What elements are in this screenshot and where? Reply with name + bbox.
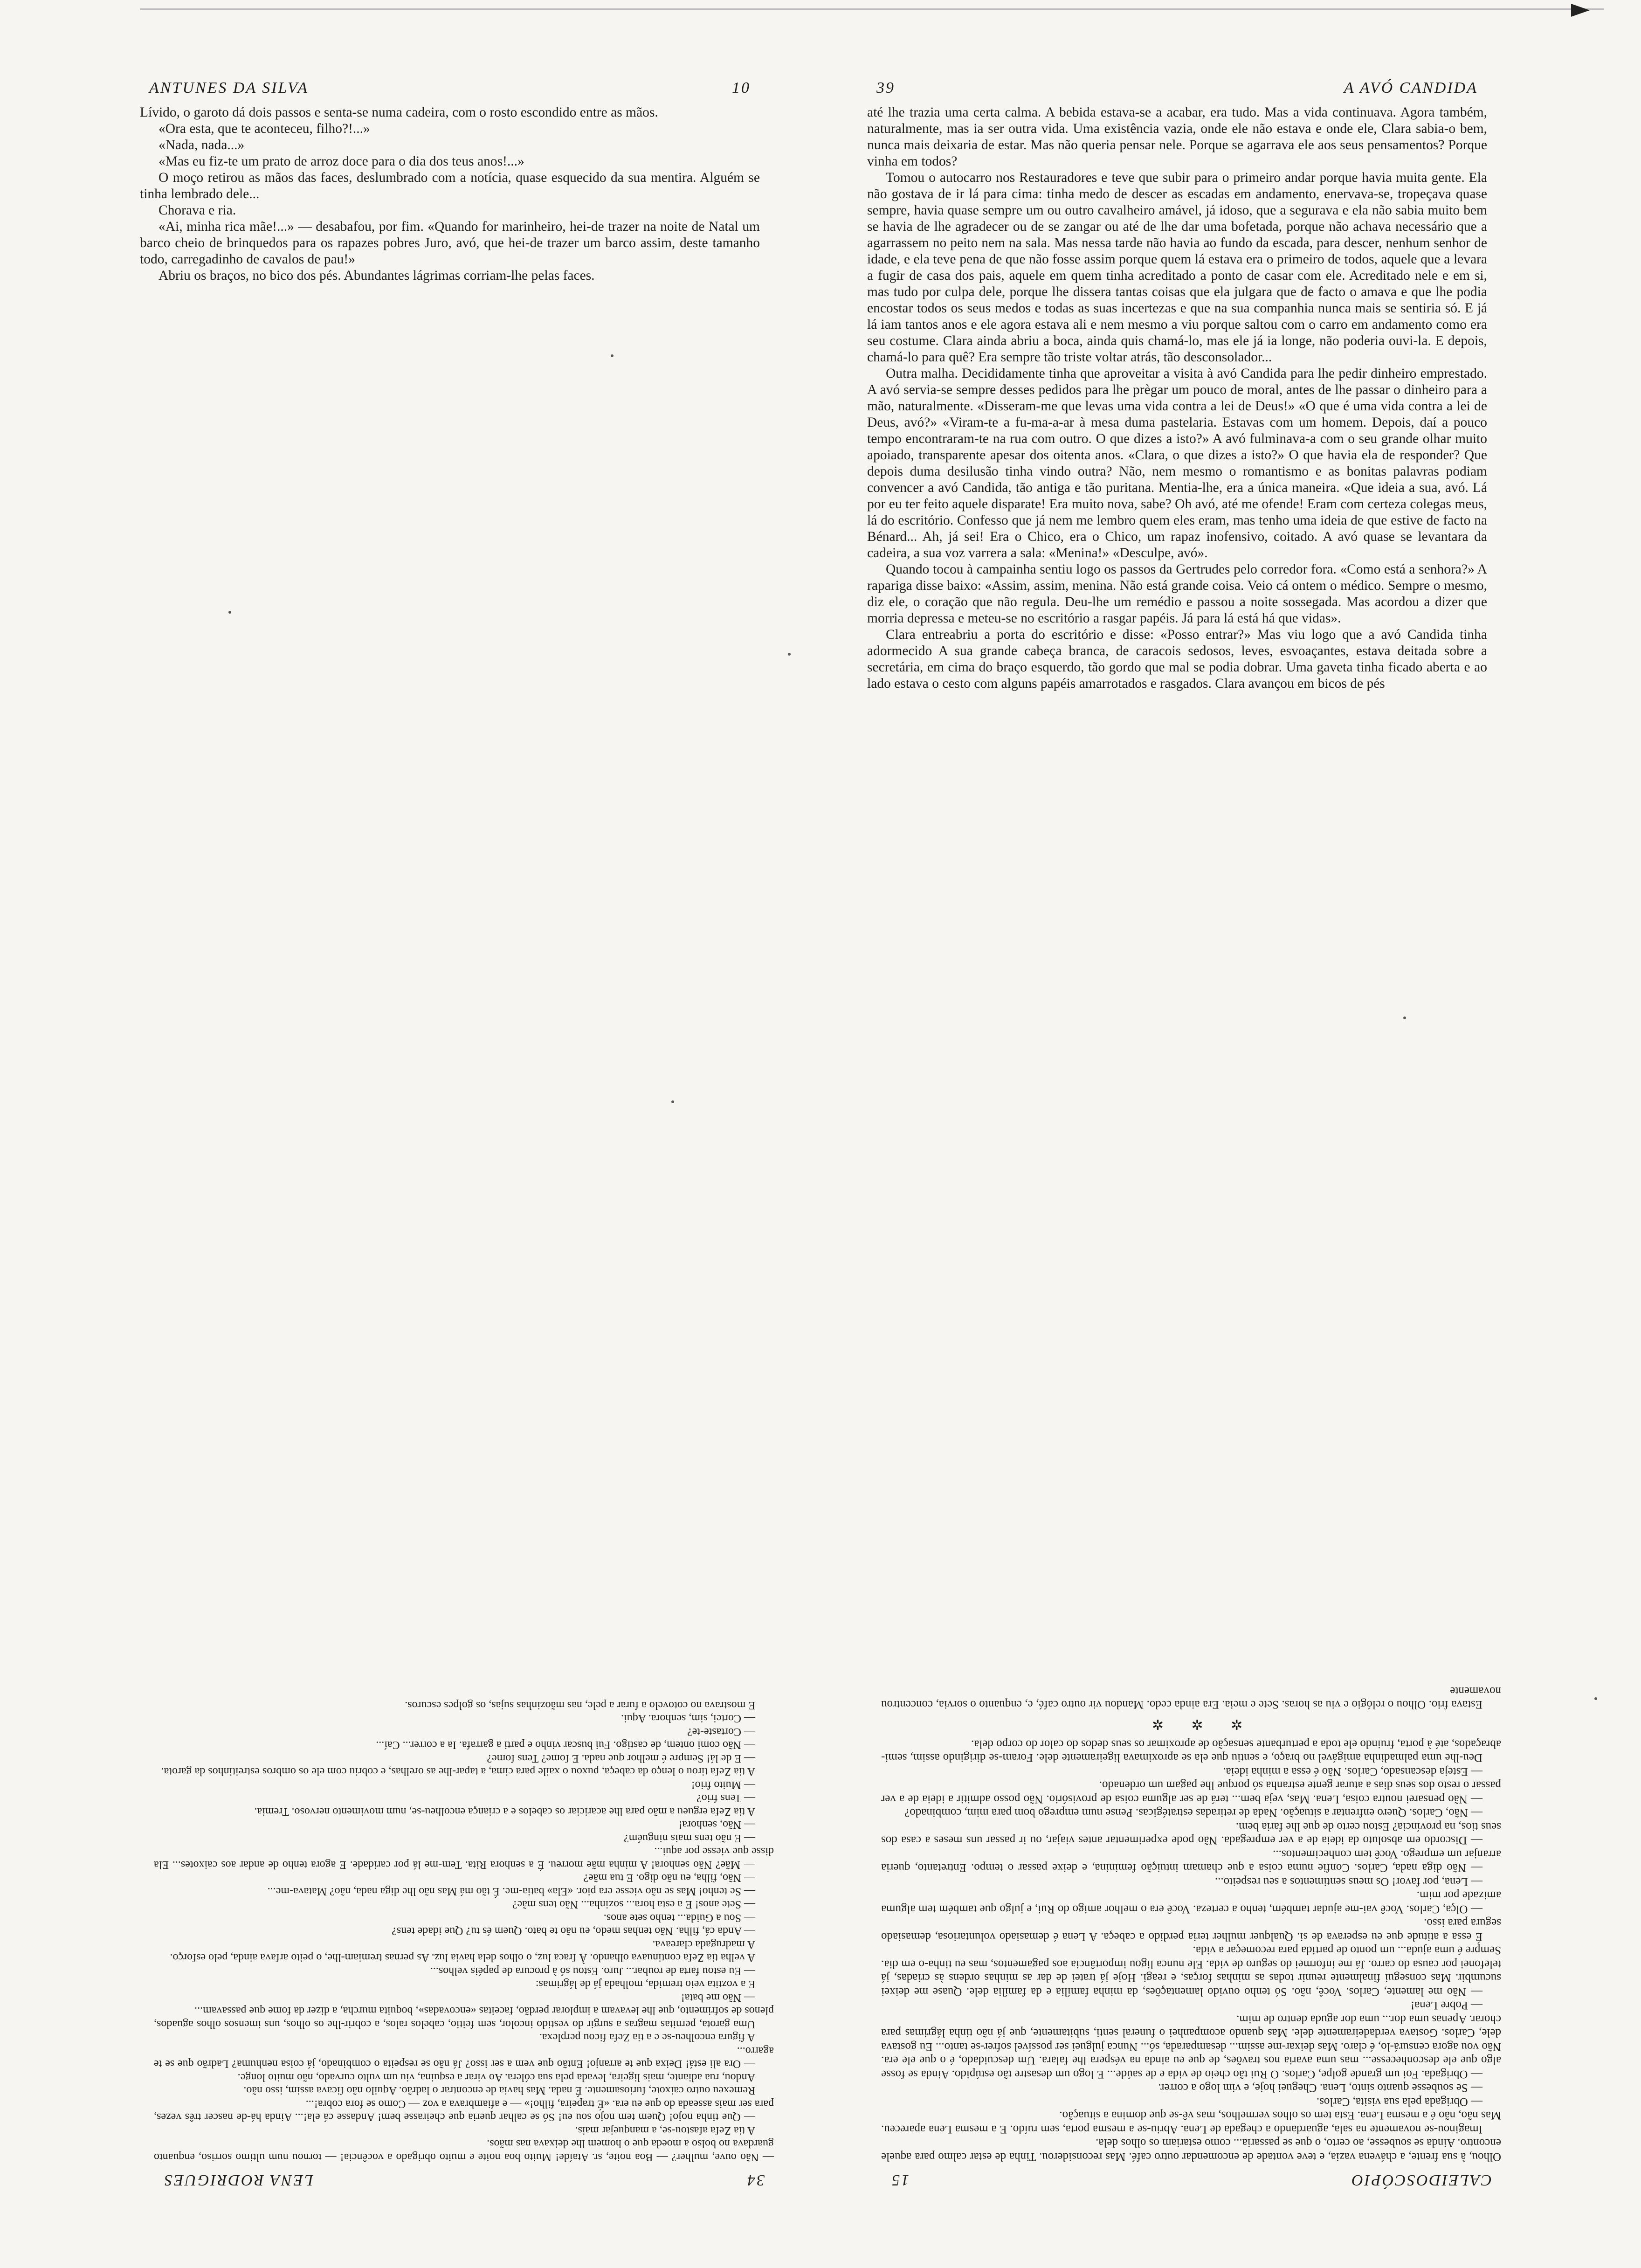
paragraph: Deu-lhe uma palmadinha amigável no braço, e sentiu que ela se aproximava ligeiramente dele. Foram-se dirigindo assim, semi-abraçados, até à porta, fruindo ele toda a perturbante sensação de aproximar os seus dedos do calor do corpo dela. — [881, 1738, 1501, 1764]
paragraph: — Não pensarei noutra coisa, Lena. Mas, veja bem... terá de ser alguma coisa de provisório. Não posso admitir a ideia de a ver passar o resto dos seus dias a aturar gente estranha só porque lhe pagam um ordenado. — [881, 1779, 1501, 1805]
scan-speck — [1594, 1697, 1597, 1700]
scan-speck — [788, 653, 791, 656]
arrow-marker-icon — [1571, 4, 1590, 17]
paragraph: — Não diga nada, Carlos. Confie numa coisa a que chamam intuição feminina, e deixe passar o tempo. Entretanto, queria arranjar um emprego. Você tem conhecimentos... — [881, 1848, 1501, 1874]
paragraph: — Não comi ontem, de castigo. Fui buscar vinho e parti a garrafa. Ia a correr... Caí... — [376, 1739, 755, 1751]
paragraph: — Sou a Guida... tenho sete anos. — [603, 1912, 755, 1924]
paragraph: Outra malha. Decididamente tinha que aproveitar a visita à avó Candida para lhe pedir dinheiro emprestado. A avó servia-se sempre desses pedidos para lhe prègar um pouco de moral, antes de lhe passar o dinheiro para a mão, naturalmente. «Disseram-me que levas uma vida contra a lei de Deus!» «O que é uma vida contra a lei de Deus, avó?» «Viram-te a fu-ma-a-ar à mesa duma pastelaria. Estavas com um homem. Depois, daí a pouco tempo encontraram-te na rua com outro. O que dizes a isto?» A avó fulminava-a com o seu grande olhar muito apoiado, transparente apesar dos oitenta anos. «Clara, o que dizes a isto?» O que havia ela de responder? Que depois duma desilusão tinha vindo outra? Não, nem mesmo o romantismo e as bonitas palavras podiam convencer a avó Candida, tão antiga e tão puritana. Mentia-lhe, era a única maneira. «Que ideia a sua, avó. Lá por eu ter feito aquele disparate! Era muito nova, sabe? Oh avó, até me ofende! Eram com certeza colegas meus, lá do escritório. Confesso que já nem me lembro quem eles eram, mas tenho uma ideia de que estive de facto na Bénard... Ah, já sei! Era o Chico, era o Chico, um rapaz inofensivo, coitado. A avó quase se levantara da cadeira, a sua voz varrera a sala: «Menina!» «Desculpe, avó». — [867, 366, 1487, 560]
page-author: ANTUNES DA SILVA — [149, 79, 309, 97]
scan-speck — [1403, 1016, 1406, 1019]
paragraph: — E não tens mais ninguém? — [624, 1832, 755, 1844]
paragraph: E a voztita veio tremida, molhada já de lágrimas: — [535, 1978, 755, 1991]
scan-speck — [228, 611, 231, 614]
page-body — [140, 104, 760, 284]
paragraph: — Cortei, sim, senhora. Aqui. — [621, 1712, 755, 1725]
paragraph: E mostrava no cotovelo a furar a pele, nas mãozinhas sujas, os golpes escuros. — [405, 1699, 755, 1711]
paragraph: — Lena, por favor! Os meus sentimentos a seu respeito... — [1214, 1875, 1482, 1888]
paragraph: — Tens frio? — [696, 1792, 755, 1805]
paragraph: Remexeu outro caixote, furiosamente. É nada. Mas havia de encontrar o ladrão. Aquilo não ficava assim, isso não. — [243, 2084, 755, 2097]
page-caleidoscopio — [881, 1684, 1501, 2194]
paragraph: — Obrigada. Foi um grande golpe, Carlos. O Rui tão cheio de vida e de saúde... E logo um desastre tão estúpido. Ainda se fosse algo que ele desconhecesse... mas uma avaria nos travões, de que eu ainda na véspera lhe falara. Um descuidado, é o que ele era. Não vou agora censurá-lo, é claro. Mas deixar-me assim... desamparada, só... Nunca julguei ser possível sofrer-se tanto... Eu gostava dele, Carlos. Gostava verdadeiramente dele. Mas quando acompanhei o funeral senti, subitamente, que já não tinha lágrimas para chorar. Apenas uma dor... uma dor aguda dentro de mim. — [881, 2013, 1501, 2081]
page-author: LENA RODRIGUES — [163, 2171, 313, 2189]
paragraph: Andou, rua adiante, mais ligeira, levada pela sua cólera. Ao virar a esquina, viu um vulto curvado, não muito longe. — [237, 2071, 755, 2083]
paragraph: — Mãe? Não senhora! A minha mãe morreu. É a senhora Rita. Tem-me lá por caridade. E agora tenho de andar aos caixotes... Ela disse que viesse por aqui... — [154, 1845, 774, 1871]
scan-speck — [671, 1100, 674, 1103]
paragraph: «Nada, nada...» — [159, 138, 245, 152]
paragraph: Chorava e ria. — [159, 203, 236, 218]
paragraph: Lívido, o garoto dá dois passos e senta-se numa cadeira, com o rosto escondido entre as mãos. — [140, 105, 658, 120]
paragraph: Estava frio. Olhou o relógio e viu as horas. Sete e meia. Era ainda cedo. Mandou vir outro café, e, enquanto o sorvia, concentrou novamente — [881, 1685, 1501, 1711]
paragraph: É essa a atitude que eu esperava de si. Qualquer mulher teria perdido a cabeça. A Lena é demasiado voluntariosa, demasiado segura para isso. — [881, 1916, 1501, 1943]
paragraph: até lhe trazia uma certa calma. A bebida estava-se a acabar, era tudo. Mas a vida continuava. Agora também, naturalmente, mas ia ser outra vida. Uma existência vazia, onde ele não estava e onde ele, Clara sabia-o bem, nunca mais deixaria de estar. Mas não queria pensar nele. Porque se agarrava ele aos seus pensamentos? Porque vinha em todos? — [867, 105, 1487, 169]
paragraph: «Mas eu fiz-te um prato de arroz doce para o dia dos teus anos!...» — [159, 154, 524, 169]
paragraph: — Não ouve, mulher? — Boa noite, sr. Ataíde! Muito boa noite e muito obrigado a vocência! — tornou num ultimo sorriso, enquanto guardava no bolso a moeda que o homem lhe deixava nas mãos. — [154, 2137, 774, 2163]
paragraph: O moço retirou as mãos das faces, deslumbrado com a notícia, quase esquecido da sua mentira. Alguém se tinha lembrado dele... — [140, 170, 760, 201]
paragraph: — Eu estou farta de roubar... Juro. Estou só à procura de papéis velhos... — [430, 1965, 755, 1977]
paragraph: — Discordo em absoluto da ideia de a ver empregada. Não pode experimentar antes viajar, ou ir passar uns meses a casa dos seus tios, na província? Estou certo de que lhe faria bem. — [881, 1820, 1501, 1847]
paragraph: — Não me bata! — [681, 1991, 755, 2004]
paragraph: — Se tenho! Mas se não viesse era pior. «Ela» batia-me. É tão má Mas não lhe diga nada, não? Matava-me... — [267, 1885, 755, 1897]
scan-speck — [611, 354, 614, 357]
page-number: 34 — [746, 2171, 765, 2189]
paragraph: A tia Zefa tirou o lenço da cabeça, puxou o xaile para cima, a tapar-lhe as orelhas, e cobriu com ele os ombros estreitinhos da garota. — [161, 1765, 755, 1778]
paragraph: — Não, Carlos. Quero enfrentar a situação. Nada de retiradas estratégicas. Pense num emprego bom para mim, combinado? — [904, 1806, 1482, 1819]
paragraph: A tia Zefa afastou-se, a manquejar mais. — [575, 2124, 755, 2137]
paragraph: Uma garota, pernitas magras a surgir do vestido incolor, sem feitio, cabelos ralos, a cobrir-lhe os olhos, uns imensos olhos aguados, plenos de sofrimento, que lhe levavam a implorar perdão, faceitas «encovadas», boquita murcha, a dizer da fome que passavam... — [154, 2005, 774, 2030]
paragraph: — Não me lamente, Carlos. Você, não. Só tenho ouvido lamentações, da minha família e da família dele. Quase me deixei sucumbir. Mas consegui finalmente reunir todas as minhas forças, e reagi. Hoje já tratei de dar as minhas ordens às criadas, já telefonei por causa do carro. Já me informei do seguro de vida. Ele nunca ligou importância aos pagamentos, mas eu tinha-o em dia. Sempre é uma ajuda... um ponto de partida para recomeçar a vida. — [881, 1944, 1501, 1998]
page-title: A AVÓ CANDIDA — [1344, 79, 1478, 97]
running-header — [154, 2164, 774, 2193]
inverted-spread — [0, 1134, 1641, 2268]
paragraph: A figura encolheu-se e a tia Zefa ficou perplexa. — [539, 2031, 755, 2044]
paragraph: — Se soubesse quanto sinto, Lena. Cheguei hoje, e vim logo a correr. — [1158, 2081, 1482, 2095]
paragraph: — Pobre Lena! — [1410, 1999, 1482, 2012]
running-header — [140, 75, 760, 104]
paragraph: — Esteja descansado, Carlos. Não é essa a minha ideia. — [1223, 1765, 1482, 1778]
paragraph: — E de lá! Sempre é melhor que nada. E fome? Tens fome? — [487, 1752, 755, 1764]
paragraph: — Muito frio! — [691, 1779, 755, 1791]
paragraph: Clara entreabriu a porta do escritório e disse: «Posso entrar?» Mas viu logo que a avó Candida tinha adormecido A sua grande cabeça branca, de caracois sedosos, leves, esvoaçantes, estava deitada sobre a secretária, em cima do braço esquerdo, tão gordo que mal se podia dobrar. Uma gaveta tinha ficado aberta e ao lado estava o cesto com alguns papéis amarrotados e rasgados. Clara avançou em bicos de pés — [867, 627, 1487, 691]
running-header — [867, 75, 1487, 104]
page-lena-rodrigues — [154, 1699, 774, 2194]
page-title: CALEIDOSCÓPIO — [1350, 2171, 1492, 2189]
page-body — [154, 1699, 774, 2164]
paragraph: «Ora esta, que te aconteceu, filho?!...» — [159, 121, 370, 136]
paragraph: — Obrigada pela sua visita, Carlos. — [1316, 2095, 1482, 2108]
section-break-stars: ✲ ✲ ✲ — [1139, 1716, 1243, 1732]
paragraph: — Cortaste-te? — [687, 1726, 755, 1738]
paragraph: — Que tinha nojo! Quem tem nojo sou eu! Só se calhar queria que cheirasse bem! Andasse cá ela!... Ainda há-de nascer três vezes, para ser mais asseada do que eu era. «É trapeira, filho!» — e afiambrava a voz — Como se fora cobra!... — [154, 2098, 774, 2123]
paragraph: — Ora ali está! Deixa que te arranjo! Então que vem a ser isso? Já não se respeita o combinado, já coisa nenhuma? Ladrão que se te agarro... — [154, 2045, 774, 2070]
paragraph: Abriu os braços, no bico dos pés. Abundantes lágrimas corriam-lhe pelas faces. — [159, 268, 595, 283]
page-body — [881, 1684, 1501, 2164]
paragraph: — Olça, Carlos. Você vai-me ajudar também, tenho a certeza. Você era o melhor amigo do Rui, e julgo que também tem alguma amizade por mim. — [881, 1889, 1501, 1915]
paragraph: Tomou o autocarro nos Restauradores e teve que subir para o primeiro andar porque havia muita gente. Ela não gostava de ir lá para cima: tinha medo de descer as escadas em andamento, enervava-se, tropeçava quase sempre, havia quase sempre um ou outro cavalheiro amável, já idoso, que a segurava e ela não sabia muito bem se havia de lhe agradecer ou de se zangar ou até de lhe dar uma bofetada, porque não achava necessário que a agarrassem no peito nem na sala. Mas nessa tarde não havia ao fundo da escada, para descer, nenhum senhor de idade, e ela teve pena de que não fosse assim porque quem lá estava era o primeiro de todos, aquele que a levara a fugir de casa dos pais, aquele em quem tinha acreditado a ponto de casar com ele. Acreditado nele e em si, mas tudo por culpa dele, porque lhe dissera tantas coisas que ela julgara que de facto o amava e que lhe podia encostar todos os seus medos e todas as suas incertezas e que na sua companhia nunca mais se sentiria só. E já lá iam tantos anos e ele agora estava ali e nem mesmo a viu porque saltou com o carro em andamento como era seu costume. Clara ainda abriu a boca, ainda quis chamá-lo, mas ele já ia longe, não poderia ouvi-la. E depois, chamá-lo para quê? Era sempre tão triste voltar atrás, tão desconsolador... — [867, 170, 1487, 365]
page-number: 39 — [876, 79, 895, 97]
paragraph: «Ai, minha rica mãe!...» — desabafou, por fim. «Quando for marinheiro, hei-de trazer na noite de Natal um barco cheio de brinquedos para os rapazes pobres Juro, avó, que hei-de trazer um barco assim, deste tamanho todo, carregadinho de cavalos de pau!» — [140, 219, 760, 267]
paragraph: — Não, senhora! — [678, 1819, 755, 1831]
paragraph: Quando tocou à campainha sentiu logo os passos da Gertrudes pelo corredor fora. «Como está a senhora?» A rapariga disse baixo: «Assim, assim, menina. Não está grande coisa. Veio cá ontem o médico. Sempre o mesmo, diz ele, o coração que não regula. Deu-lhe um remédio e passou a noite sossegada. Mas acordou a dizer que morria depressa e meteu-se no escritório a rasgar papéis. Já para lá está há que vidas». — [867, 562, 1487, 626]
page-avo-candida — [867, 75, 1487, 692]
page-number: 15 — [890, 2171, 909, 2189]
paragraph: Olhou, à sua frente, a chávena vazia, e teve vontade de encomendar outro café. Mas reconsiderou. Tinha de estar calmo para aquele encontro. Ainda se soubesse, ao certo, o que se passaria... como estariam os olhos dela. — [881, 2137, 1501, 2163]
paragraph: A tia Zefa ergueu a mão para lhe acariciar os cabelos e a criança encolheu-se, num movimento nervoso. Tremia. — [254, 1805, 755, 1818]
paragraph: A madrugada clareava. — [652, 1938, 755, 1950]
page-antunes-da-silva — [140, 75, 760, 284]
paragraph: — Sete anos! E a esta hora... sozinha... Não tens mãe? — [512, 1898, 755, 1911]
page-body — [867, 104, 1487, 692]
top-edge-rule — [140, 8, 1604, 10]
paragraph: — Anda cá, filha. Não tenhas medo, eu não te bato. Quem és tu? Que idade tens? — [392, 1925, 755, 1937]
paragraph: A velha tia Zefa continuava olhando. À fraca luz, o olhos dela havia luz. As pernas tremiam-lhe, o peito arfava ainda, pelo esforço. — [170, 1951, 755, 1964]
paragraph: Imaginou-se novamente na sala, aguardando a chegada de Lena. Abriu-se a mesma porta, sem ruído. E a mesma Lena apareceu. Mas não, não é a mesma Lena. Esta tem os olhos vermelhos, mas vê-se que domina a situação. — [881, 2109, 1501, 2136]
page-number: 10 — [732, 79, 751, 97]
paragraph: — Não, filha, eu não digo. E tua mãe? — [583, 1872, 755, 1884]
running-header — [881, 2164, 1501, 2193]
